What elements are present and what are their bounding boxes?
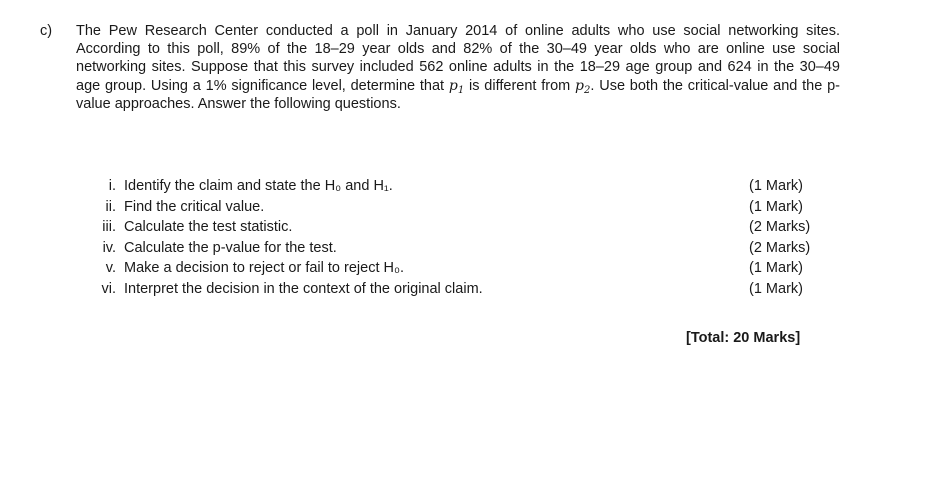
item-text: Identify the claim and state the H₀ and H₁.	[124, 178, 393, 194]
p1-symbol: $p_1$	[448, 77, 465, 96]
question-c	[40, 22, 840, 113]
item-text: Make a decision to reject or fail to reject H₀.	[124, 260, 405, 276]
item-number: vi.	[101, 280, 116, 297]
item-marks: (2 Marks)	[749, 239, 811, 256]
item-text: Interpret the decision in the context of the original claim.	[124, 280, 483, 297]
item-number: iv.	[102, 239, 116, 256]
total-marks: [Total: 20 Marks]	[686, 330, 801, 346]
p2-symbol: $p_2$	[575, 77, 591, 96]
question-label: c)	[40, 23, 53, 39]
item-marks: (2 Marks)	[749, 219, 811, 235]
item-number: v.	[105, 260, 116, 276]
sub-question-iii	[80, 217, 832, 238]
sub-question-iv	[80, 238, 832, 259]
sub-question-v	[80, 258, 832, 279]
item-marks: (1 Mark)	[749, 280, 803, 297]
item-text: Find the critical value.	[124, 198, 265, 215]
sub-question-vi	[80, 279, 832, 300]
sub-question-ii	[80, 197, 832, 218]
item-text: Calculate the p-value for the test.	[124, 239, 337, 256]
item-marks: (1 Mark)	[749, 260, 803, 276]
item-number: i.	[108, 178, 116, 194]
item-text: Calculate the test statistic.	[124, 219, 293, 235]
item-number: ii.	[105, 198, 116, 215]
paragraph-text-part1: The Pew Research Center conducted a poll in January 2014 of online adults who use social networking sites. According to this poll, 89% of the 18–29 year olds and 82% of the 30–49 year olds who are online use social networking sites. Suppose that this survey included 562 online adults in the 18–29 age group and 624 in the 30–49 age group. Using a 1% significance level, determine that	[76, 23, 840, 94]
sub-question-i	[80, 176, 832, 197]
item-marks: (1 Mark)	[749, 178, 803, 194]
item-number: iii.	[102, 219, 116, 235]
sub-question-list	[80, 176, 832, 299]
item-marks: (1 Mark)	[749, 198, 803, 215]
paragraph-text-part2: is different from	[464, 77, 576, 94]
paragraph-text-part3: . Use both the critical-value and the p-value approaches. Answer the following questions.	[76, 77, 841, 112]
question-paragraph	[76, 22, 840, 113]
